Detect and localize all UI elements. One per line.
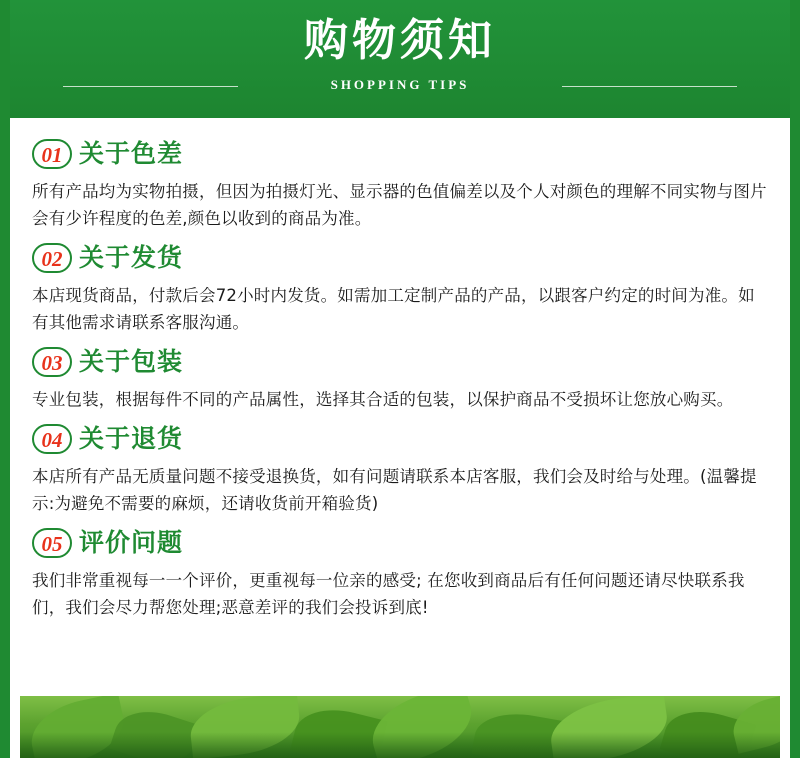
tip-body: 所有产品均为实物拍摄，但因为拍摄灯光、显示器的色值偏差以及个人对颜色的理解不同实物与图片会有少许程度的色差,颜色以收到的商品为准。 — [32, 182, 767, 228]
status-badge: 03 — [32, 347, 72, 377]
page-subtitle-wrap — [10, 78, 790, 102]
page-title: 购物须知 — [304, 15, 496, 66]
tip-section-05 — [32, 521, 768, 621]
tips-content — [10, 118, 790, 621]
status-badge: 02 — [32, 243, 72, 273]
tip-section-04 — [32, 417, 768, 517]
tip-body: 本店所有产品无质量问题不接受退换货，如有问题请联系本店客服，我们会及时给与处理。(温馨提示:为避免不需要的麻烦，还请收货前开箱验货) — [32, 467, 757, 513]
header-rule-left — [63, 86, 238, 87]
status-badge: 04 — [32, 424, 72, 454]
status-badge: 01 — [32, 139, 72, 169]
tip-heading — [32, 521, 768, 565]
tip-section-02 — [32, 236, 768, 336]
header-rule-right — [562, 86, 737, 87]
tip-body: 我们非常重视每一一个评价，更重视每一位亲的感受; 在您收到商品后有任何问题还请尽快联系我们，我们会尽力帮您处理;恶意差评的我们会投诉到底! — [32, 571, 745, 617]
tip-body: 专业包装，根据每件不同的产品属性，选择其合适的包装，以保护商品不受损坏让您放心购买。 — [32, 390, 734, 409]
tip-section-01 — [32, 132, 768, 232]
tip-title: 关于色差 — [79, 139, 184, 168]
tip-body: 本店现货商品，付款后会72小时内发货。如需加工定制产品的产品，以跟客户约定的时间为准。如有其他需求请联系客服沟通。 — [32, 286, 755, 332]
page-header — [10, 0, 790, 118]
tip-section-03 — [32, 340, 768, 413]
tip-title: 评价问题 — [79, 528, 184, 557]
page-subtitle: SHOPPING TIPS — [330, 77, 470, 92]
footer-shade — [20, 732, 780, 758]
tip-heading — [32, 132, 768, 176]
tip-heading — [32, 417, 768, 461]
tip-title: 关于退货 — [79, 424, 184, 453]
status-badge: 05 — [32, 528, 72, 558]
tip-heading — [32, 236, 768, 280]
footer-leaf-band — [20, 696, 780, 758]
tip-title: 关于发货 — [79, 243, 184, 272]
tip-title: 关于包装 — [79, 347, 184, 376]
tip-heading — [32, 340, 768, 384]
